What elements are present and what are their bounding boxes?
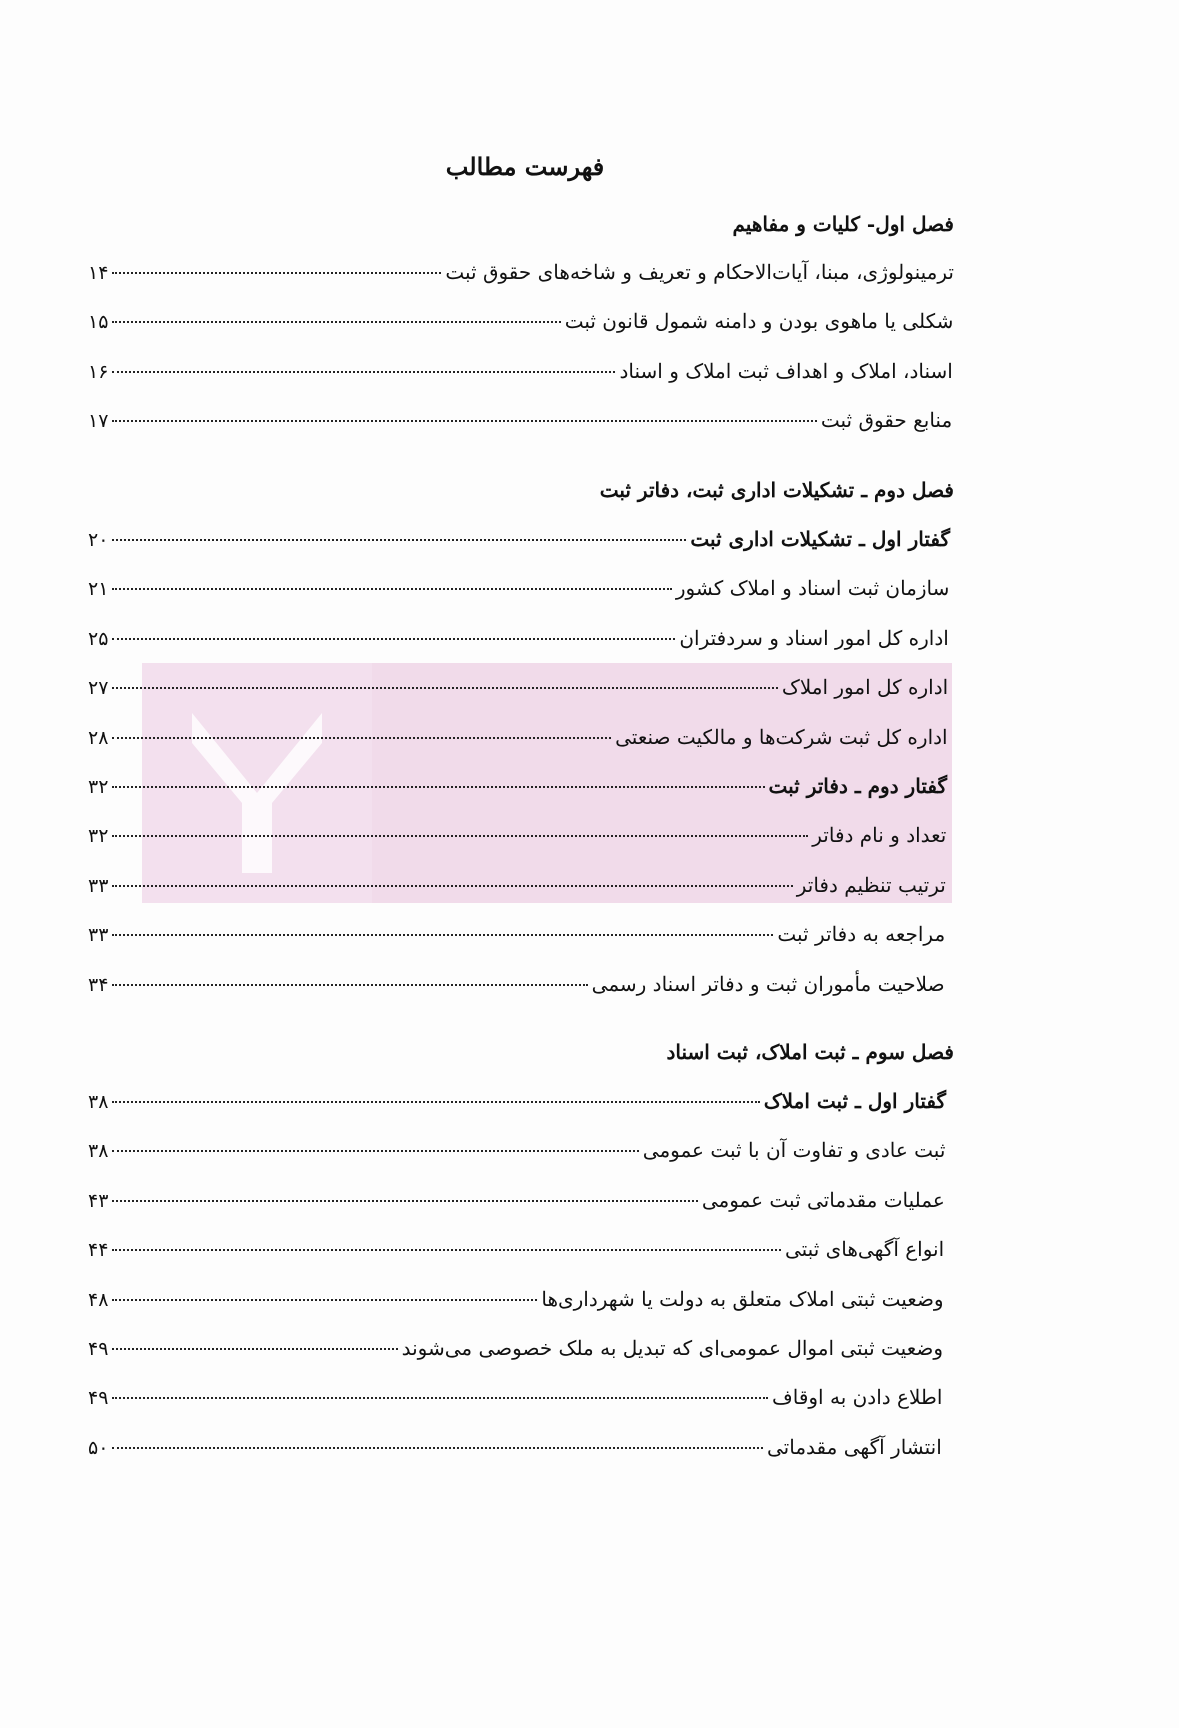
toc-entry[interactable]	[88, 1188, 945, 1222]
toc-entry[interactable]	[88, 1336, 943, 1370]
dot-leader	[112, 1397, 768, 1399]
toc-entry-title: اداره کل امور املاک	[781, 675, 949, 700]
toc-entry-page: ۴۴	[88, 1239, 109, 1262]
toc-entry-page: ۲۵	[88, 627, 109, 650]
toc-entry[interactable]	[88, 309, 953, 343]
toc-entry[interactable]	[88, 1435, 942, 1469]
toc-entry-title: ثبت عادی و تفاوت آن با ثبت عمومی	[642, 1138, 946, 1163]
dot-leader	[112, 1200, 697, 1202]
toc-entry[interactable]	[88, 359, 953, 393]
toc-entry-page: ۱۶	[88, 360, 109, 383]
toc-entry-title: صلاحیت مأموران ثبت و دفاتر اسناد رسمی	[591, 971, 945, 996]
dot-leader	[112, 371, 615, 373]
toc-entry-page: ۴۹	[88, 1338, 109, 1360]
dot-leader	[112, 1299, 537, 1301]
dot-leader	[112, 786, 764, 788]
dot-leader	[112, 420, 816, 422]
toc-entry-title: ترتیب تنظیم دفاتر	[796, 872, 946, 897]
chapter-heading: فصل اول- کلیات و مفاهیم	[732, 212, 954, 236]
toc-entry-title: گفتار اول ـ ثبت املاک	[763, 1089, 946, 1113]
dot-leader	[112, 984, 587, 986]
toc-entry-page: ۲۰	[88, 529, 109, 551]
toc-entry-page: ۴۳	[88, 1189, 109, 1212]
toc-entry-page: ۱۵	[88, 311, 109, 334]
chapter-heading: فصل سوم ـ ثبت املاک، ثبت اسناد	[666, 1040, 954, 1064]
toc-entry-page: ۳۲	[88, 825, 109, 848]
dot-leader	[112, 1150, 638, 1152]
toc-entry[interactable]	[88, 527, 950, 561]
toc-entry[interactable]	[88, 260, 954, 294]
dot-leader	[112, 638, 675, 640]
toc-entry[interactable]	[88, 972, 945, 1006]
toc-entry-page: ۱۴	[88, 262, 109, 284]
toc-entry-title: وضعیت ثبتی اموال عمومی‌ای که تبدیل به ملک خصوصی می‌شوند	[401, 1336, 943, 1360]
toc-entry-title: گفتار دوم ـ دفاتر ثبت	[768, 774, 947, 798]
toc-entry[interactable]	[88, 922, 945, 956]
toc-entry-title: اسناد، املاک و اهداف ثبت املاک و اسناد	[619, 358, 953, 383]
toc-entry[interactable]	[88, 408, 952, 442]
toc-entry-title: گفتار اول ـ تشکیلات اداری ثبت	[690, 527, 950, 551]
dot-leader	[112, 1101, 759, 1103]
dot-leader	[112, 934, 773, 936]
dot-leader	[112, 737, 611, 739]
toc-entry[interactable]	[88, 1287, 944, 1321]
dot-leader	[112, 321, 560, 323]
toc-entry-page: ۴۹	[88, 1387, 109, 1410]
toc-entry-title: مراجعه به دفاتر ثبت	[777, 922, 946, 947]
toc-entry-title: شکلی یا ماهوی بودن و دامنه شمول قانون ثبت	[564, 309, 954, 334]
toc-entry[interactable]	[88, 1138, 945, 1172]
dot-leader	[112, 272, 441, 274]
toc-entry[interactable]	[88, 725, 948, 759]
toc-entry-page: ۳۴	[88, 973, 109, 996]
toc-entry[interactable]	[88, 675, 948, 709]
toc-entry-title: سازمان ثبت اسناد و املاک کشور	[675, 576, 950, 601]
toc-entry-page: ۴۸	[88, 1288, 109, 1311]
toc-entry-page: ۳۳	[88, 924, 109, 947]
toc-entry[interactable]	[88, 1089, 946, 1123]
dot-leader	[112, 835, 808, 837]
page-title: فهرست مطالب	[445, 152, 605, 181]
toc-entry-page: ۲۱	[88, 578, 109, 601]
dot-leader	[112, 1348, 397, 1350]
toc-entry-page: ۳۸	[88, 1091, 109, 1113]
toc-entry-title: تعداد و نام دفاتر	[812, 823, 947, 848]
dot-leader	[112, 539, 686, 541]
toc-entry-title: انواع آگهی‌های ثبتی	[784, 1237, 945, 1262]
toc-entry[interactable]	[88, 774, 947, 808]
toc-entry[interactable]	[88, 823, 946, 857]
toc-entry[interactable]	[88, 576, 949, 610]
dot-leader	[112, 687, 778, 689]
chapter-heading: فصل دوم ـ تشکیلات اداری ثبت، دفاتر ثبت	[599, 478, 954, 502]
dot-leader	[112, 1249, 781, 1251]
toc-entry-title: وضعیت ثبتی املاک متعلق به دولت یا شهرداری‌ها	[541, 1286, 944, 1311]
toc-entry[interactable]	[88, 873, 946, 907]
toc-entry-page: ۱۷	[88, 410, 109, 433]
toc-entry-title: اداره کل ثبت شرکت‌ها و مالکیت صنعتی	[615, 724, 948, 749]
toc-entry[interactable]	[88, 626, 949, 660]
toc-entry-title: عملیات مقدماتی ثبت عمومی	[701, 1187, 945, 1212]
toc-entry-page: ۳۲	[88, 776, 109, 798]
toc-entry-title: اطلاع دادن به اوقاف	[772, 1385, 943, 1410]
toc-entry-page: ۵۰	[88, 1436, 109, 1459]
toc-entry-title: انتشار آگهی مقدماتی	[766, 1434, 942, 1459]
dot-leader	[112, 588, 671, 590]
toc-entry-page: ۳۸	[88, 1140, 109, 1163]
toc-entry-page: ۲۸	[88, 726, 109, 749]
toc-entry-title: اداره کل امور اسناد و سردفتران	[679, 625, 949, 650]
toc-entry[interactable]	[88, 1385, 942, 1419]
toc-entry-title: منابع حقوق ثبت	[820, 408, 953, 433]
toc-entry-page: ۲۷	[88, 677, 109, 700]
toc-entry-title: ترمینولوژی، مبنا، آیات‌الاحکام و تعریف و شاخه‌های حقوق ثبت	[445, 260, 954, 284]
toc-entry[interactable]	[88, 1237, 944, 1271]
dot-leader	[112, 1447, 763, 1449]
toc-entry-page: ۳۳	[88, 874, 109, 897]
dot-leader	[112, 885, 792, 887]
